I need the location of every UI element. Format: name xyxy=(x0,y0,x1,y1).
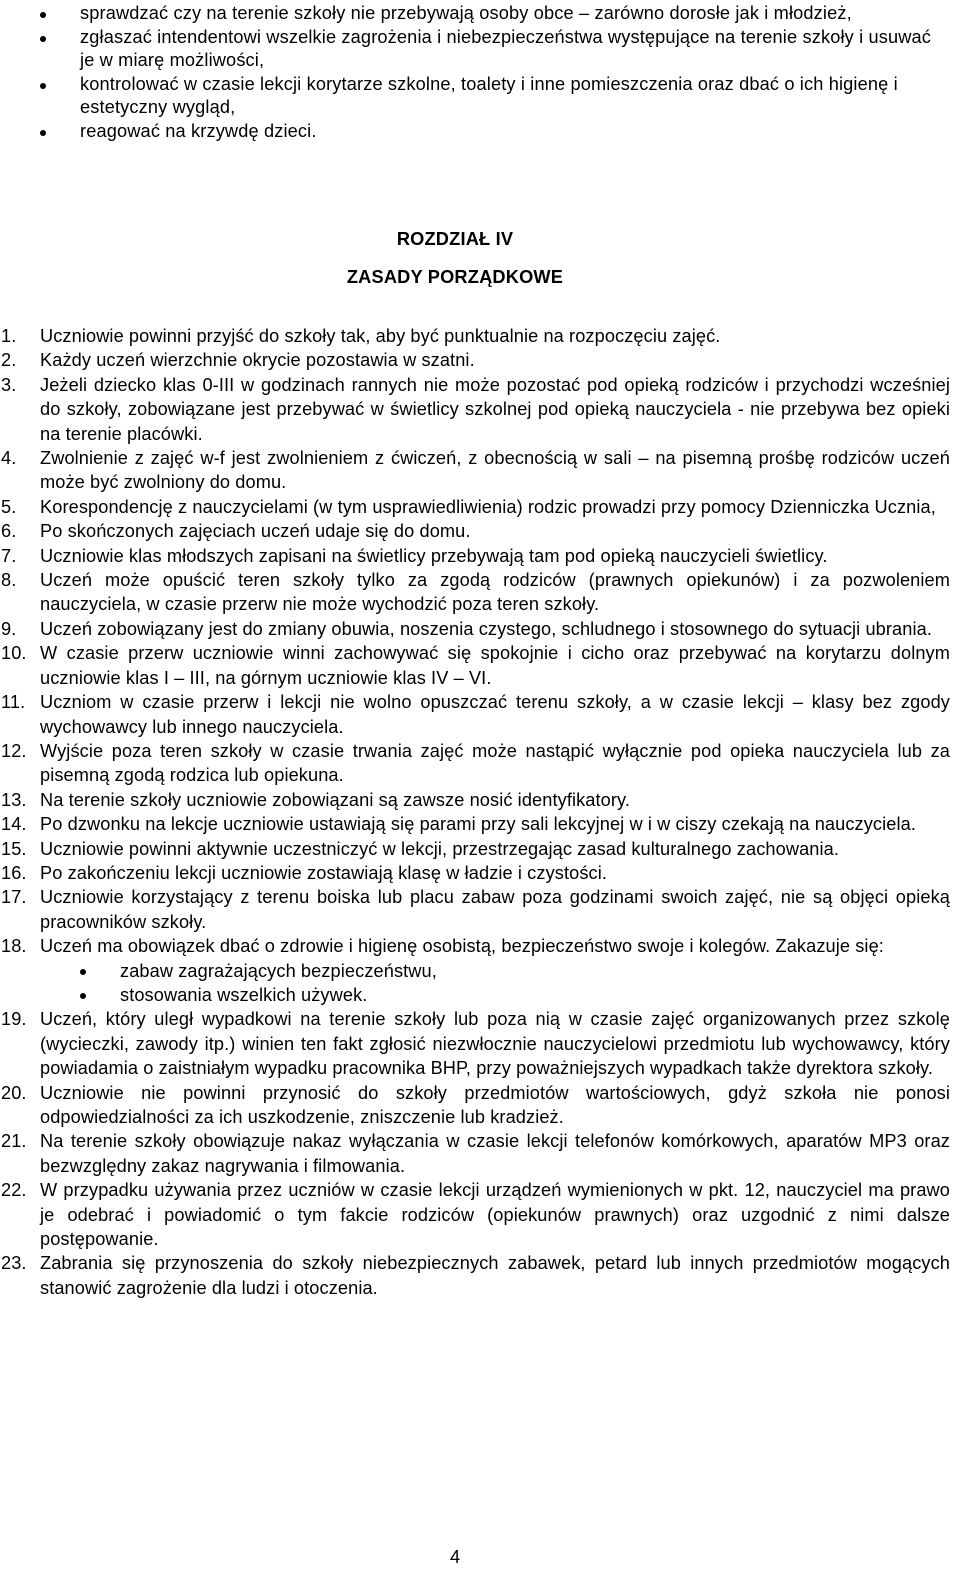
rule-text: Uczeń, który uległ wypadkowi na terenie szkoły lub poza nią w czasie zajęć organizowanych przez szkolę (wycieczki, zawody itp.) winien ten fakt zgłosić niezwłocznie nauczycielowi przedmiotu lub wychowawcy, który powiadamia o zaistniałym wypadku pracownika BHP, przy poważniejszych wypadkach także dyrektora szkoły. xyxy=(40,1009,950,1079)
rule-number: 14. xyxy=(1,814,27,835)
rule-item xyxy=(0,568,960,617)
rule-number: 13. xyxy=(1,789,27,810)
bullet-text: reagować na krzywdę dzieci. xyxy=(80,120,317,141)
rule-item xyxy=(0,1081,960,1130)
rule-text: Uczeń zobowiązany jest do zmiany obuwia, noszenia czystego, schludnego i stosownego do sytuacji ubrania. xyxy=(40,618,932,639)
bullet-icon xyxy=(80,969,86,975)
sub-list-item xyxy=(40,959,950,983)
rule-item xyxy=(0,373,960,446)
rule-text: Uczniowie powinni aktywnie uczestniczyć w lekcji, przestrzegając zasad kulturalnego zachowania. xyxy=(40,838,840,859)
rule-item xyxy=(0,885,960,934)
rule-item xyxy=(0,1251,960,1300)
rule-item xyxy=(0,739,960,788)
rule-number: 10. xyxy=(1,643,27,664)
rule-text: Uczniom w czasie przerw i lekcji nie wolno opuszczać terenu szkoły, a w czasie lekcji – klasy bez zgody wychowawcy lub innego nauczyciela. xyxy=(40,692,950,737)
rule-text: Na terenie szkoły obowiązuje nakaz wyłączania w czasie lekcji telefonów komórkowych, aparatów MP3 oraz bezwzględny zakaz nagrywania i filmowania. xyxy=(40,1131,950,1176)
rule-text: Po zakończeniu lekcji uczniowie zostawiają klasę w ładzie i czystości. xyxy=(40,862,608,883)
rule-number: 6. xyxy=(1,521,17,542)
bullet-text: kontrolować w czasie lekcji korytarze szkolne, toalety i inne pomieszczenia oraz dbać o ich higienę i estetyczny wygląd, xyxy=(80,73,898,117)
rule-sub-list xyxy=(40,959,950,1008)
rule-text: Na terenie szkoły uczniowie zobowiązani są zawsze nosić identyfikatory. xyxy=(40,789,631,810)
rule-number: 21. xyxy=(1,1131,27,1152)
rule-text: Uczniowie klas młodszych zapisani na świetlicy przebywają tam pod opieką nauczycieli świetlicy. xyxy=(40,545,828,566)
rule-text: Uczeń może opuścić teren szkoły tylko za zgodą rodziców (prawnych opiekunów) i za pozwoleniem nauczyciela, w czasie przerw nie może wychodzić poza teren szkoły. xyxy=(40,570,950,615)
rule-text: Uczniowie powinni przyjść do szkoły tak, aby być punktualnie na rozpoczęciu zajęć. xyxy=(40,326,721,346)
rule-number: 5. xyxy=(1,496,17,517)
rule-item xyxy=(0,1007,960,1080)
page-number: 4 xyxy=(449,1547,461,1567)
rule-number: 1. xyxy=(1,326,17,346)
rule-number: 23. xyxy=(1,1253,27,1274)
rule-number: 19. xyxy=(1,1009,27,1030)
bullet-icon xyxy=(80,993,86,999)
bullet-text: zgłaszać intendentowi wszelkie zagrożenia i niebezpieczeństwa występujące na terenie szkoły i usuwać je w miarę możliwości, xyxy=(80,26,932,70)
rule-item xyxy=(0,861,960,885)
rule-item xyxy=(0,1178,960,1251)
rule-text: Uczniowie korzystający z terenu boiska lub placu zabaw poza godzinami swoich zajęć, nie są objęci opieką pracowników szkoły. xyxy=(40,887,950,932)
chapter-number: ROZDZIAŁ IV xyxy=(396,229,514,249)
sub-item-text: zabaw zagrażających bezpieczeństwu, xyxy=(120,960,437,981)
rule-number: 18. xyxy=(1,936,27,957)
rule-item xyxy=(0,1129,960,1178)
rule-item xyxy=(0,641,960,690)
rule-text: W przypadku używania przez uczniów w czasie lekcji urządzeń wymienionych w pkt. 12, nauczyciel ma prawo je odebrać i powiadomić o tym fakcie rodziców (opiekunów prawnych) oraz uzgodnić z nimi dalsze postępowanie. xyxy=(40,1180,950,1250)
rule-number: 15. xyxy=(1,838,27,859)
rule-number: 17. xyxy=(1,887,27,908)
rule-text: W czasie przerw uczniowie winni zachowywać się spokojnie i cicho oraz przebywać na korytarzu dolnym uczniowie klas I – III, na górnym uczniowie klas IV – VI. xyxy=(40,643,950,688)
rule-text: Uczniowie nie powinni przynosić do szkoły przedmiotów wartościowych, gdyż szkoła nie ponosi odpowiedzialności za ich uszkodzenie, zniszczenie lub kradzież. xyxy=(40,1082,950,1127)
rule-item xyxy=(0,324,960,348)
list-item xyxy=(0,2,960,26)
rule-number: 20. xyxy=(1,1082,27,1103)
bullet-icon xyxy=(40,83,46,89)
bullet-icon xyxy=(40,130,46,136)
rule-text: Każdy uczeń wierzchnie okrycie pozostawia w szatni. xyxy=(40,350,475,371)
rule-number: 16. xyxy=(1,862,27,883)
rule-text: Wyjście poza teren szkoły w czasie trwania zajęć może nastąpić wyłącznie pod opieka nauczyciela lub za pisemną zgodą rodzica lub opiekuna. xyxy=(40,740,950,786)
rule-text: Po dzwonku na lekcje uczniowie ustawiają się parami przy sali lekcyjnej w i w ciszy czekają na nauczyciela. xyxy=(40,814,916,835)
rule-number: 8. xyxy=(1,570,17,591)
rule-item xyxy=(0,788,960,812)
rule-number: 2. xyxy=(1,350,17,371)
chapter-title: ZASADY PORZĄDKOWE xyxy=(346,267,564,287)
rule-text: Po skończonych zajęciach uczeń udaje się do domu. xyxy=(40,521,471,542)
list-item xyxy=(0,26,960,73)
rule-item xyxy=(0,495,960,519)
rule-number: 12. xyxy=(1,740,27,761)
rule-item xyxy=(0,544,960,568)
rule-item xyxy=(0,837,960,861)
rule-item xyxy=(0,446,960,495)
rule-number: 22. xyxy=(1,1180,27,1201)
rule-item xyxy=(0,812,960,836)
rules-list xyxy=(0,324,960,1300)
bullet-icon xyxy=(40,36,46,42)
rule-text: Jeżeli dziecko klas 0-III w godzinach rannych nie może pozostać pod opieką rodziców i przychodzi wcześniej do szkoły, zobowiązane jest przebywać w świetlicy szkolnej pod opieką nauczyciela - nie przebywa bez opieki na terenie placówki. xyxy=(40,374,950,444)
rule-text: Korespondencję z nauczycielami (w tym usprawiedliwienia) rodzic prowadzi przy pomocy Dzienniczka Ucznia, xyxy=(40,496,936,517)
sub-item-text: stosowania wszelkich używek. xyxy=(120,984,368,1005)
rule-item xyxy=(0,348,960,372)
rule-text: Uczeń ma obowiązek dbać o zdrowie i higienę osobistą, bezpieczeństwo swoje i kolegów. Zakazuje się: xyxy=(40,936,884,957)
bullet-text: sprawdzać czy na terenie szkoły nie przebywają osoby obce – zarówno dorosłe jak i młodzież, xyxy=(80,3,852,23)
rule-number: 7. xyxy=(1,545,17,566)
top-bullet-list xyxy=(0,2,960,143)
rule-number: 9. xyxy=(1,618,17,639)
rule-number: 4. xyxy=(1,448,17,469)
rule-number: 3. xyxy=(1,374,17,395)
rule-item xyxy=(0,934,960,1007)
rule-number: 11. xyxy=(1,692,26,713)
rule-text: Zwolnienie z zajęć w-f jest zwolnieniem z ćwiczeń, z obecnością w sali – na pisemną prośbę rodziców uczeń może być zwolniony do domu. xyxy=(40,448,950,493)
sub-list-item xyxy=(40,983,950,1007)
rule-item xyxy=(0,690,960,739)
list-item xyxy=(0,73,960,120)
list-item xyxy=(0,120,960,144)
bullet-icon xyxy=(40,12,46,18)
rule-item xyxy=(0,617,960,641)
rule-item xyxy=(0,519,960,543)
rule-text: Zabrania się przynoszenia do szkoły niebezpiecznych zabawek, petard lub innych przedmiotów mogących stanowić zagrożenie dla ludzi i otoczenia. xyxy=(40,1253,950,1298)
